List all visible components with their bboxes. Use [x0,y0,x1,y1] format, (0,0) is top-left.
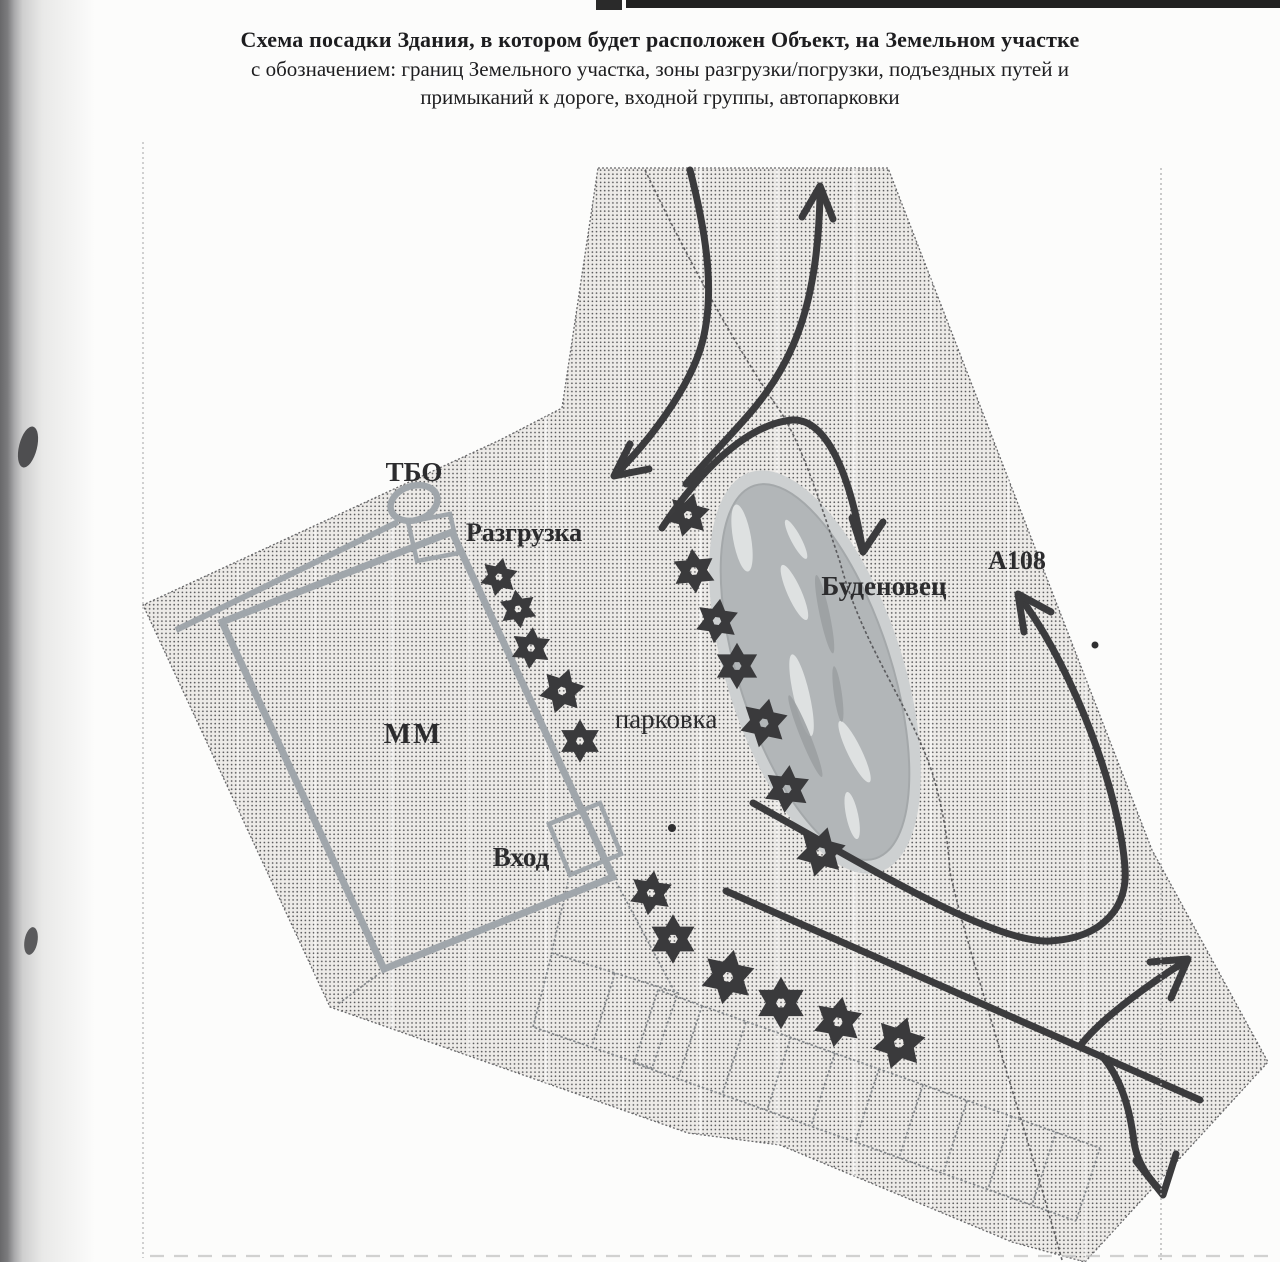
label-building: ММ [383,718,443,750]
label-waste-area: ТБО [385,457,443,487]
document-title: Схема посадки Здания, в котором будет расположен Объект, на Земельном участке [240,27,1080,52]
label-unloading-zone: Разгрузка [465,518,583,547]
scan-left-edge-shadow [0,0,95,1262]
document-subtitle-line1: с обозначением: границ Земельного участка, зоны разгрузки/погрузки, подъездных путей и [251,56,1069,81]
label-parking: парковка [614,704,718,734]
document-title-block [40,26,1280,112]
document-subtitle-line2: примыканий к дороге, входной группы, автопарковки [420,85,900,109]
label-settlement: Буденовец [821,571,947,601]
label-entrance: Вход [492,842,550,872]
label-highway: А108 [988,546,1046,575]
